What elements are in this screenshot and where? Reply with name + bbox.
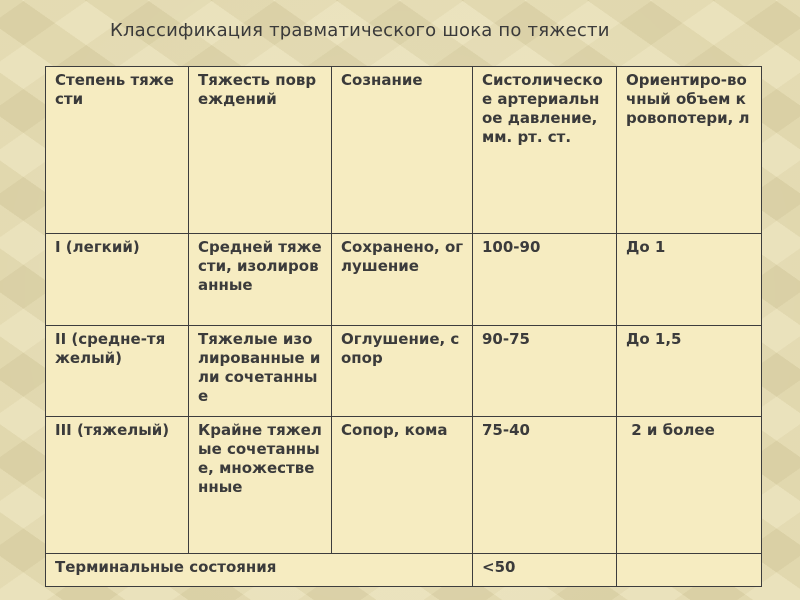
- table-header-row: [46, 67, 762, 234]
- slide-title: Классификация травматического шока по тяжести: [110, 20, 610, 41]
- header-blood-loss: Ориентиро-вочный объем кровопотери, л: [617, 67, 762, 234]
- cell-consciousness: Сопор, кома: [332, 417, 473, 554]
- cell-blood-loss: До 1,5: [617, 326, 762, 417]
- table-row: [46, 234, 762, 326]
- header-systolic-pressure: Систолическое артериальное давление, мм. рт. ст.: [473, 67, 617, 234]
- cell-injury-severity: Средней тяжести, изолированные: [189, 234, 332, 326]
- cell-consciousness: Оглушение, сопор: [332, 326, 473, 417]
- header-injury-severity: Тяжесть повреждений: [189, 67, 332, 234]
- table-row-terminal: [46, 554, 762, 587]
- cell-severity-degree: I (легкий): [46, 234, 189, 326]
- table-row: [46, 326, 762, 417]
- cell-blood-loss: До 1: [617, 234, 762, 326]
- cell-injury-severity: Крайне тяжелые сочетанные, множественные: [189, 417, 332, 554]
- shock-classification-table: [45, 66, 762, 587]
- cell-blood-loss: 2 и более: [617, 417, 762, 554]
- cell-terminal-label: Терминальные состояния: [46, 554, 473, 587]
- cell-systolic-pressure: 75-40: [473, 417, 617, 554]
- header-severity-degree: Степень тяжести: [46, 67, 189, 234]
- cell-systolic-pressure: 100-90: [473, 234, 617, 326]
- cell-systolic-pressure: 90-75: [473, 326, 617, 417]
- table-row: [46, 417, 762, 554]
- cell-consciousness: Сохранено, оглушение: [332, 234, 473, 326]
- cell-injury-severity: Тяжелые изолированные или сочетанные: [189, 326, 332, 417]
- cell-severity-degree: II (средне-тяжелый): [46, 326, 189, 417]
- cell-terminal-blood-loss: [617, 554, 762, 587]
- header-consciousness: Сознание: [332, 67, 473, 234]
- cell-severity-degree: III (тяжелый): [46, 417, 189, 554]
- cell-terminal-pressure: <50: [473, 554, 617, 587]
